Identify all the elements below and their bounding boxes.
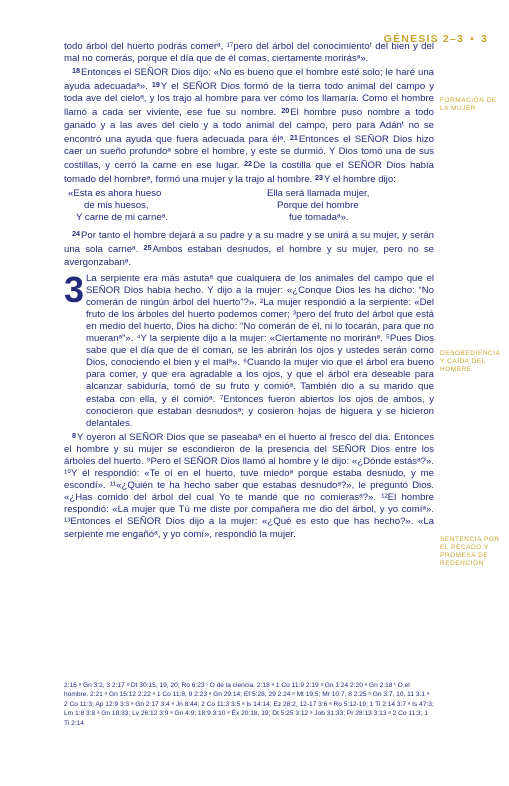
chapter-number: 3 xyxy=(64,268,85,310)
poem-right-column xyxy=(249,188,434,224)
poem-left-column xyxy=(64,188,249,224)
book-reference: GÉNESIS 2–3 xyxy=(383,33,465,45)
verse-number: 20 xyxy=(281,106,290,116)
poem-line: Y carne de mi carneᵃ. xyxy=(76,212,168,224)
verse-number: 21 xyxy=(289,132,298,142)
verse-number: 19 xyxy=(151,80,160,90)
verse-text: Por tanto el hombre dejará a su padre y a su madre y se unirá a su mujer, y serán una sola carneᵃ. xyxy=(64,230,434,256)
paragraph-2-24 xyxy=(64,228,434,268)
poem-line: Porque del hombre xyxy=(277,200,359,212)
verse-text: Ambos estaban desnudos, el hombre y su mujer, pero no se avergonzabanᵃ. xyxy=(64,244,434,268)
chapter-3-opening xyxy=(64,268,434,430)
verse-text: Y oyeron al SEÑOR Dios que se paseabaᵃ en el huerto al fresco del día. Entonces el hombre y su mujer se escondieron de la presencia del SEÑOR Dios entre los árboles del huerto. ⁹Pero el SEÑOR Dios llamó al hombre y le dijo: «¿Dónde estásᵃ?». ¹⁰Y él respondió: «Te oí en el huerto, tuve miedoᵃ porque estaba desnudo, y me escondí». ¹¹«¿Quién te ha hecho saber que estabas desnudoᵃ?», le preguntó Dios. «¿Has comido del árbol del cual Yo te mandé que no comierasᵃ?». ¹²El hombre respondió: «La mujer que Tú me diste por compañera me dio del árbol, y yo comíᵃ». ¹³Entonces el SEÑOR Dios dijo a la mujer: «¿Qué es esto que has hecho?». «La serpiente me engañóᵃ, y yo comí», respondió la mujer. xyxy=(64,431,434,540)
verse-text: El hombre puso nombre a todo ganado y a las aves del cielo y a todo animal del campo, pero para Adánᵗ no se encontró una ayuda que fuera adecuada para élᵃ. xyxy=(64,107,434,145)
poem-line: de mis huesos, xyxy=(84,200,149,212)
verse-number: 18 xyxy=(72,66,80,76)
header-separator: • xyxy=(470,33,475,45)
side-heading-desobediencia: DESOBEDIENCIA Y CAÍDA DEL HOMBRE xyxy=(440,350,501,373)
verse-number: 8 xyxy=(72,430,76,440)
verse-text: De la costilla que el SEÑOR Dios había tomado del hombreᵃ, formó una mujer y la trajo al hombre. xyxy=(64,159,434,185)
verse-number: 23 xyxy=(315,172,323,182)
page-number: 3 xyxy=(480,33,488,45)
paragraph-3-8 xyxy=(64,430,434,541)
poem-block xyxy=(64,188,434,224)
side-heading-sentencia: SENTENCIA POR EL PECADO Y PROMESA DE REDENCIÓN xyxy=(440,536,500,567)
cross-references: 2:16 ᵃ Gn 3:2, 3 2:17 ᵃ Dt 30:15, 19, 20; Ro 6:23 ᵗ O de la ciencia. 2:18 ᵃ 1 Co 11:9 2:19 ᵃ Gn 1:24 2:20 ᵃ Gn 2:18 ᵗ O el hombre. 2:21 ᵃ Gn 15:12 2:22 ᵃ 1 Co 11:8, 9 2:23 ᵃ Gn 29:14; Ef 5:28, 29 2:24 ᵃ Mt 19:5; Mr 10:7, 8 2:25 ᵃ Gn 3:7, 10, 11 3:1 ᵃ 2 Co 11:3; Ap 12:9 3:3 ᵃ Gn 2:17 3:4 ᵃ Jn 8:44; 2 Co 11:3 3:5 ᵃ Is 14:14; Ez 28:2, 12-17 3:6 ᵃ Ro 5:12-19; 1 Ti 2:14 3:7 ᵃ Is 47:3; Lm 1:8 3:8 ᵃ Gn 18:33; Lv 26:12 3:9 ᵃ Gn 4:9; 18:9 3:10 ᵃ Éx 20:18, 19; Dt 5:25 3:12 ᵃ Job 31:33; Pr 28:13 3:13 ᵃ 2 Co 11:3; 1 Ti 2:14 xyxy=(64,682,434,727)
poem-line: fue tomadaᵃ». xyxy=(289,212,349,224)
poem-line: Ella será llamada mujer, xyxy=(267,188,370,200)
verse-text: Y el hombre dijo: xyxy=(324,173,396,185)
verse-number: 22 xyxy=(244,158,253,168)
verse-number: 25 xyxy=(143,243,152,253)
verse-text: Y el SEÑOR Dios formó de la tierra todo animal del campo y toda ave del cieloᵃ, y los trajo al hombre para ver cómo los llamaría. Como el hombre llamó a cada ser viviente, ese fue su nombre. xyxy=(64,81,435,119)
verse-text: Entonces el SEÑOR Dios hizo caer un sueño profundoᵃ sobre el hombre, y este se durmió. Y Dios tomó una de sus costillas, y cerró la carne en ese lugar. xyxy=(64,133,435,171)
side-heading-formacion: FORMACIÓN DE LA MUJER xyxy=(440,97,497,112)
verse-number: 24 xyxy=(72,229,80,239)
paragraph-2-16: todo árbol del huerto podrás comerᵃ, ¹⁷pero del árbol del conocimientoᵗ del bien y del mal no comerás, porque el día que de él comas, ciertamente morirásᵃ». xyxy=(64,41,434,65)
paragraph-2-18 xyxy=(64,65,434,186)
poem-line: «Esta es ahora hueso xyxy=(68,188,162,200)
scripture-text xyxy=(64,41,434,541)
verse-text: Entonces el SEÑOR Dios dijo: «No es bueno que el hombre esté solo; le haré una ayuda adecuadaᵃ». xyxy=(64,67,434,93)
paragraph-3-1: La serpiente era más astutaᵃ que cualquiera de los animales del campo que el SEÑOR Dios había hecho. Y dijo a la mujer: «¿Conque Dios les ha dicho: “No comerán de ningún árbol del huerto”?». ²La mujer respondió a la serpiente: «Del fruto de los árboles del huerto podemos comer; ³pero del fruto del árbol que está en medio del huerto, Dios ha dicho: “No comerán de él, ni lo tocarán, para que no mueranᵃ”». ⁴Y la serpiente dijo a la mujer: «Ciertamente no moriránᵃ. ⁵Pues Dios sabe que el día que de él coman, se les abrirán los ojos y ustedes serán como Dios, conociendo el bien y el malᵃ». ⁶Cuando la mujer vio que el árbol era bueno para comer, y que era agradable a los ojos, y que el árbol era deseable para alcanzar sabiduría, tomó de su fruto y comióᵃ. También dio a su marido que estaba con ella, y él comióᵃ. ⁷Entonces fueron abiertos los ojos de ambos, y conocieron que estaban desnudosᵃ; y cosieron hojas de higuera y se hicieron delantales. xyxy=(86,272,434,429)
